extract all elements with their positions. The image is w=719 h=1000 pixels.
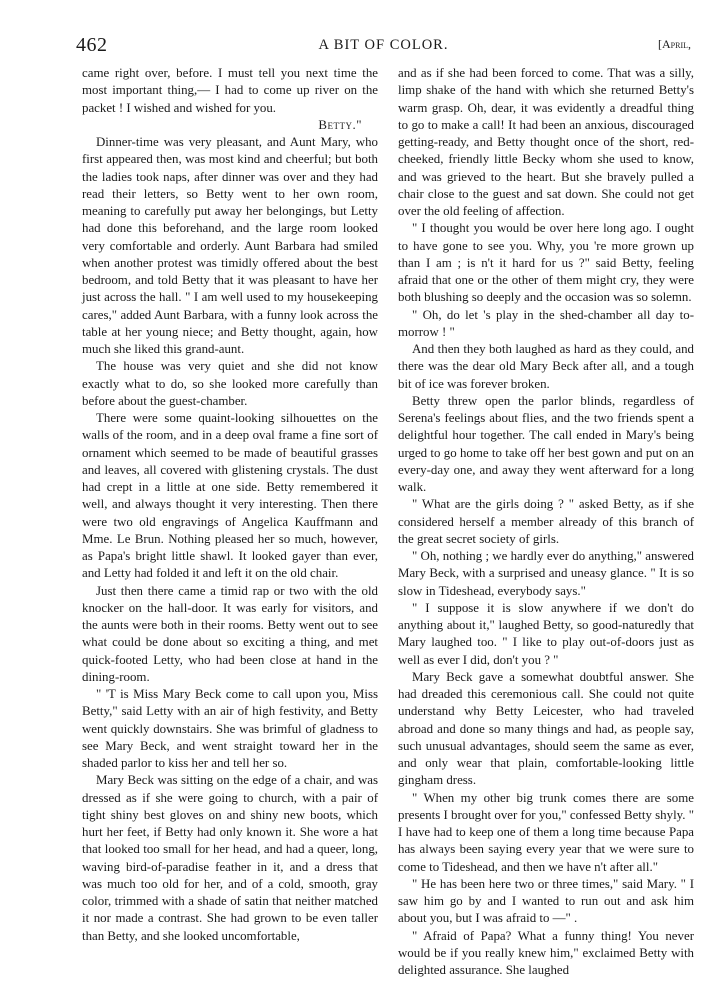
paragraph: Dinner-time was very pleasant, and Aunt Mary, who first appeared then, was most kind and cheerful; but both the ladies took naps, after dinner was over and they had read their letters, so Betty went to her own room, meaning to carefully put away her belongings, but Letty had done this beforehand, and the large room looked very comfortable and orderly. Aunt Barbara had smiled when another protest was timidly offered about the best bedroom, and told Betty that it was pleasant to have her just across the hall. " I am well used to my housekeeping cares," added Aunt Barbara, with a funny look across the table at her young niece; and Betty thought, again, how much she liked this grand-aunt. xyxy=(82,135,378,356)
paragraph: " Oh, do let 's play in the shed-chamber all day to-morrow ! " xyxy=(398,307,694,339)
paragraph: The house was very quiet and she did not know exactly what to do, so she looked more carefully than before about the guest-chamber. xyxy=(82,359,378,408)
paragraph: " When my other big trunk comes there are some presents I brought over for you," confessed Betty shyly. " I have had to keep one of them a long time because Papa has always been saying every year that we were sure to come to Tideshead, and then we have n't after all." xyxy=(398,790,694,874)
paragraph: " What are the girls doing ? " asked Betty, as if she considered herself a member already of this branch of the great secret society of girls. xyxy=(398,497,694,546)
paragraph: Betty threw open the parlor blinds, regardless of Serena's feelings about flies, and the two friends spent a delightful hour together. The call ended in Mary's being urged to go home to take off her best gown and put on an every-day one, and away they went afterward for a long walk. xyxy=(398,393,694,494)
page-number: 462 xyxy=(76,34,108,56)
paragraph: " I thought you would be over here long ago. I ought to have gone to see you. Why, you 're more grown up than I am ; is n't it hard for us ?" said Betty, feeling afraid that one or the other of them might cry, they were both blushing so deeply and the occasion was so solemn. xyxy=(398,221,694,305)
paragraph: " He has been here two or three times," said Mary. " I saw him go by and I wanted to run out and ask him about you, but I was afraid to —" . xyxy=(398,876,694,926)
paragraph: " 'T is Miss Mary Beck come to call upon you, Miss Betty," said Letty with an air of high festivity, and Betty went quickly downstairs. She was brimful of gladness to see Mary Beck, and went straight toward her in the shaded parlor to kiss her and tell her so. xyxy=(82,687,378,770)
paragraph: " Afraid of Papa? What a funny thing! You never would be if you really knew him," exclaimed Betty with delighted assurance. She laughed xyxy=(398,928,694,977)
paragraph: Just then there came a timid rap or two with the old knocker on the hall-door. It was early for visitors, and the aunts were both in their rooms. Betty went out to see what could be done about so exciting a thing, and met quick-footed Letty, who had been close at hand in the dining-room. xyxy=(82,583,378,684)
right-column xyxy=(398,65,694,979)
paragraph: And then they both laughed as hard as they could, and there was the dear old Mary Beck after all, and a tough bit of ice was forever broken. xyxy=(398,342,694,391)
paragraph: There were some quaint-looking silhouettes on the walls of the room, and in a deep oval frame a fine sort of ornament which seemed to be made of beautiful grasses and leaves, all covered with glistening crystals. The dust had crept in a little at one side. Betty remembered it well, and always thought it very interesting. Then there were two old engravings of Angelica Kauffmann and Mme. Le Brun. Nothing pleased her so much, however, as Papa's bright little shawl. It looked gayer than ever, and Letty had folded it and left it on the old chair. xyxy=(82,411,378,581)
text-columns xyxy=(82,65,694,979)
paragraph: Mary Beck was sitting on the edge of a chair, and was dressed as if she were going to church, with a pair of tight shiny best gloves on and shiny new boots, which hurt her feet, if Betty had only known it. She wore a hat that looked too small for her head, and had a queer, long, waving bird-of-paradise feather in it, and a dress that was much too old for her, and of a cold, smooth, gray color, trimmed with a shade of satin that neither matched it nor made a contrast. She had grown to be even taller than Betty, and she looked uncomfortable, xyxy=(82,773,378,943)
running-title: A BIT OF COLOR. xyxy=(318,37,449,53)
letter-signature: Betty." xyxy=(318,117,362,132)
paragraph: Mary Beck gave a somewhat doubtful answer. She had dreaded this ceremonious call. She could not quite understand why Betty Leicester, who had traveled abroad and done so many things and had, as people say, such unusual advantages, should seem the same as ever, and only wear that plain, comfortable-looking little gingham dress. xyxy=(398,669,694,788)
left-column xyxy=(82,65,378,979)
paragraph: and as if she had been forced to come. That was a silly, limp shake of the hand with which she returned Betty's warm grasp. Oh, dear, it was evidently a dreadful thing to go to make a call! It had been an anxious, discouraged getting-ready, and Betty thought once of the short, red-cheeked, friendly little Becky whom she used to know, and was grieved to the heart. But she bravely pulled a chair close to the guest and sat down. She could not get over the old feeling of affection. xyxy=(398,66,694,218)
running-header xyxy=(76,34,691,60)
paragraph: came right over, before. I must tell you next time the most important thing,— I had to come up river on the packet ! I wished and wished for you. xyxy=(82,66,378,115)
paragraph: " Oh, nothing ; we hardly ever do anything," answered Mary Beck, with a surprised and uneasy glance. " It is so slow in Tideshead, everybody says." xyxy=(398,549,694,598)
paragraph: " I suppose it is slow anywhere if we don't do anything about it," laughed Betty, so good-naturedly that Mary laughed too. " I like to play out-of-doors just as well as ever I did, don't you ? " xyxy=(398,600,694,667)
running-month: [April, xyxy=(658,37,691,51)
